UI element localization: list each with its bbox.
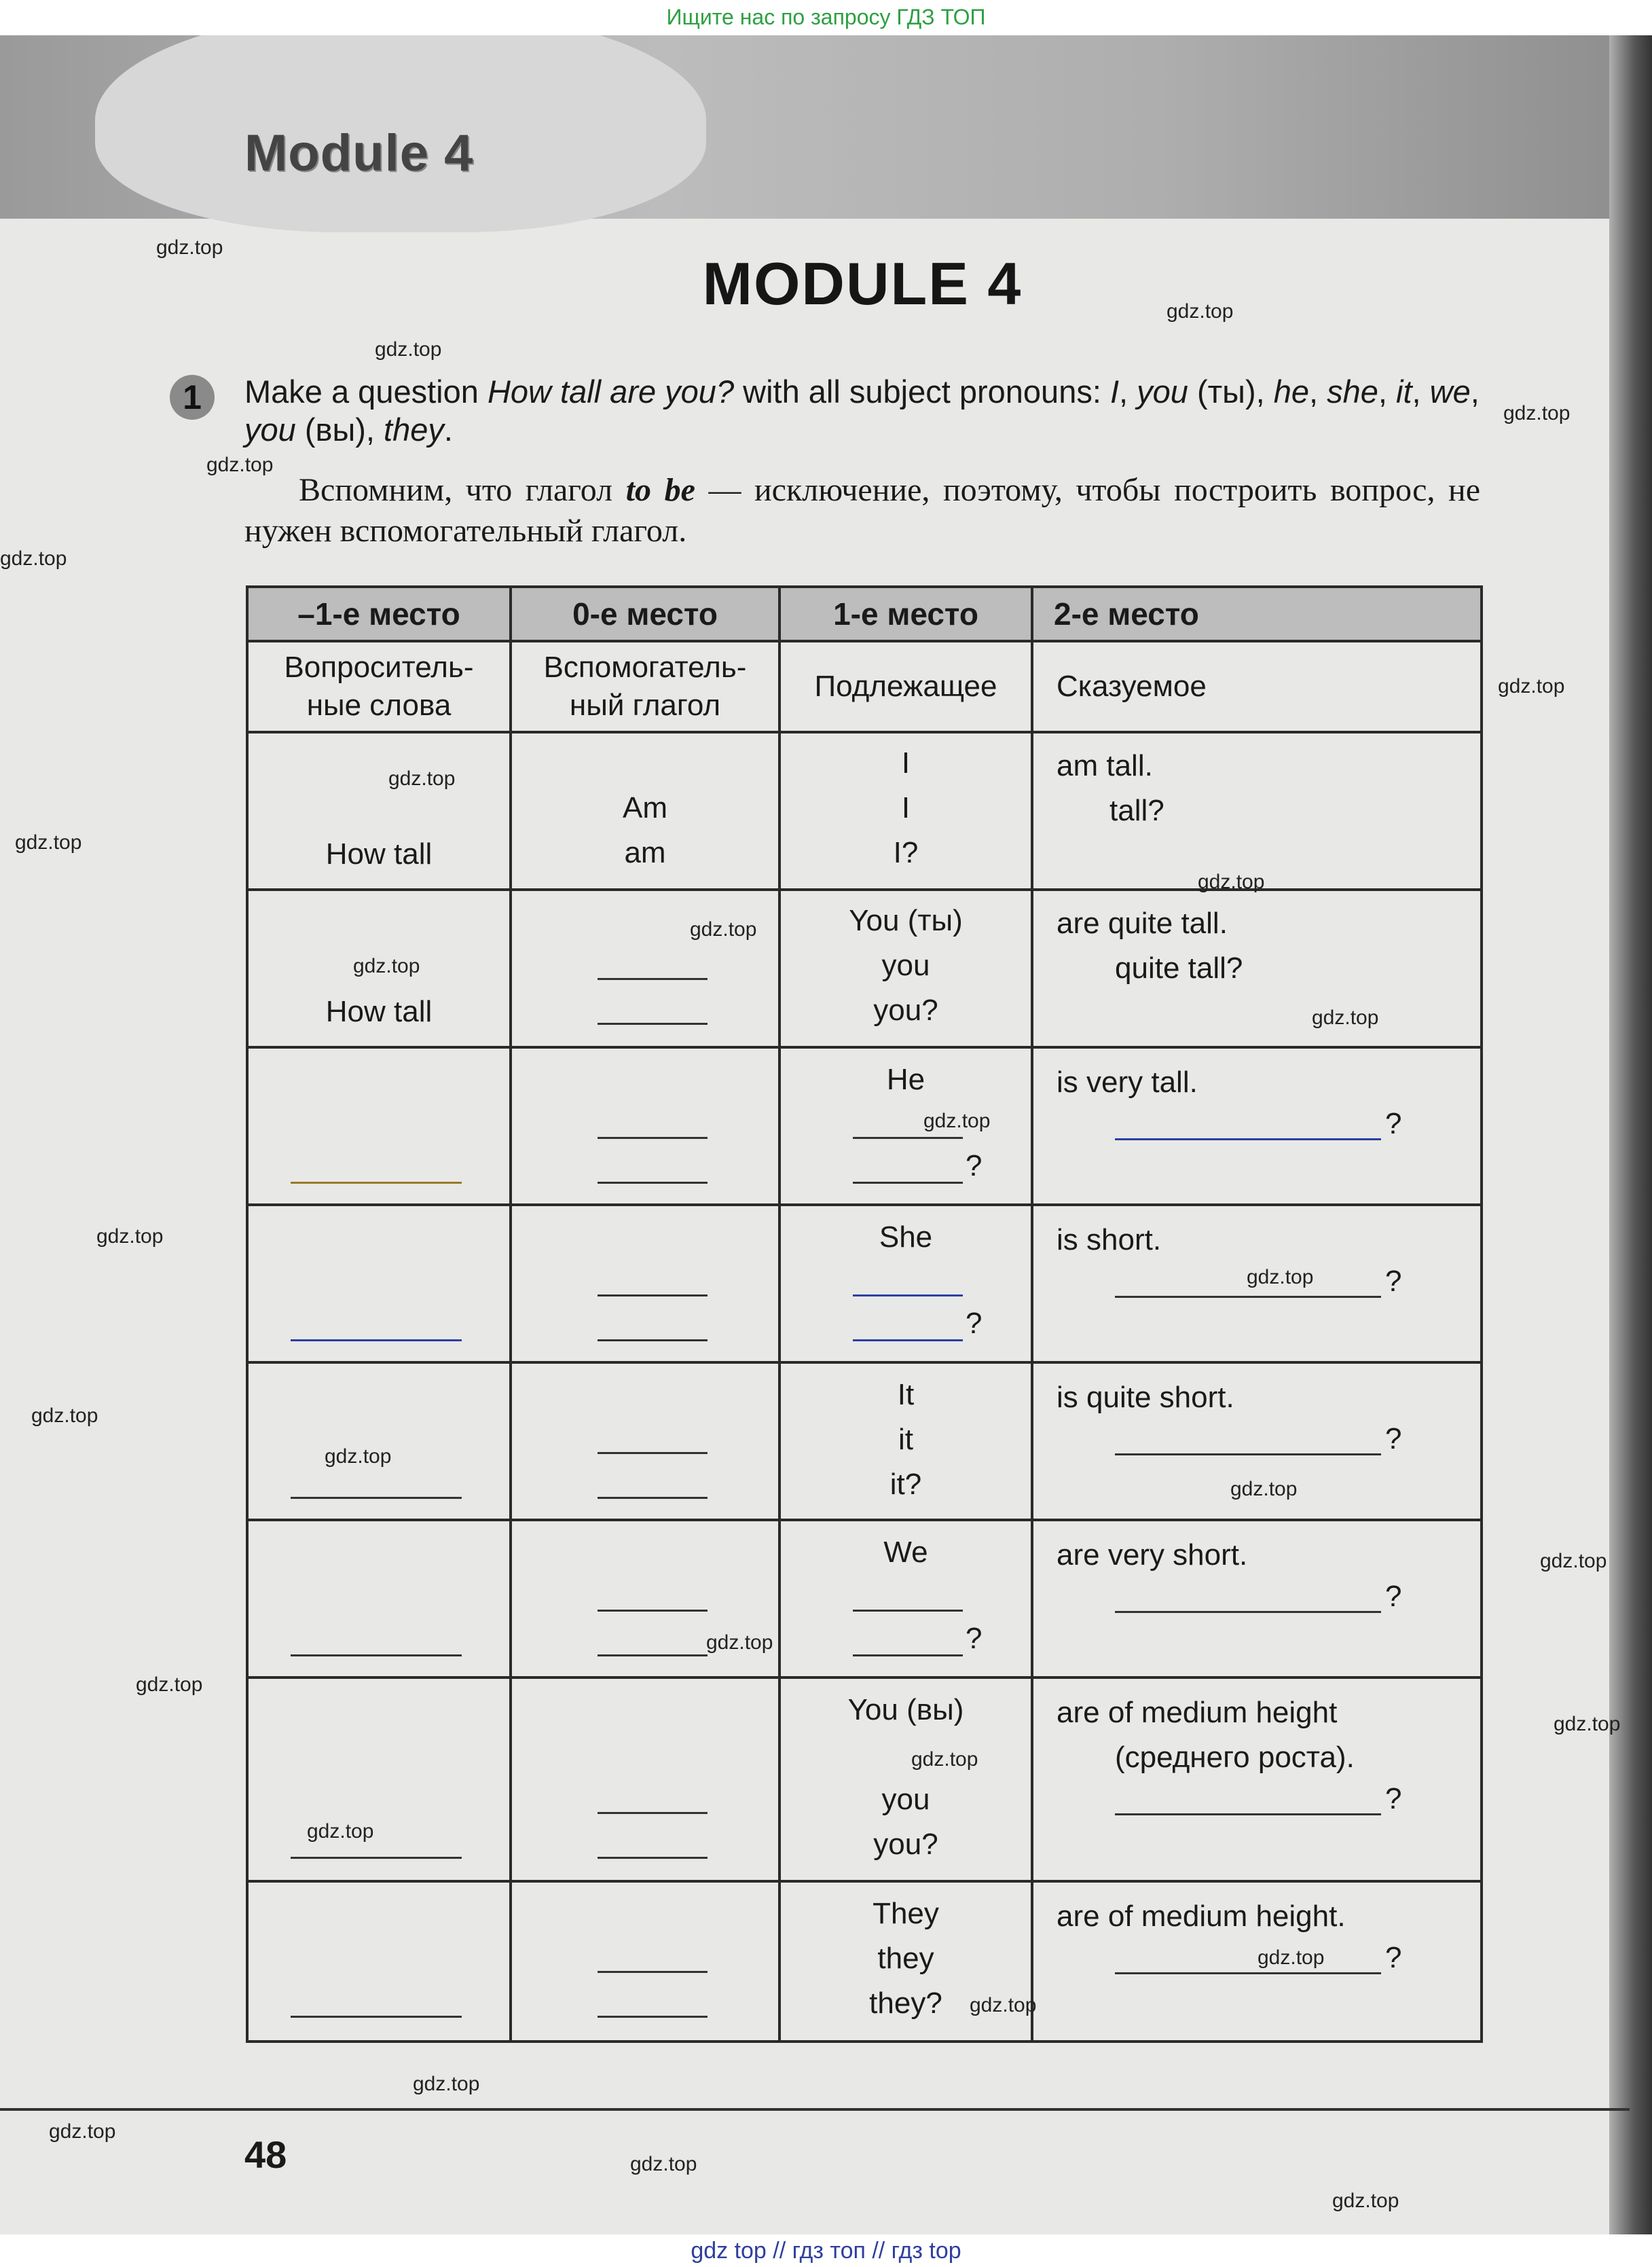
answer-blank[interactable] [598, 1497, 708, 1499]
watermark: gdz.top [1312, 1006, 1379, 1029]
exercise-task: Make a question How tall are you? with all subject pronouns: I, you (ты), he, she, it, we, you (вы), they. [244, 374, 1480, 448]
subject: you? [873, 1828, 938, 1861]
watermark: gdz.top [388, 767, 456, 790]
page-number: 48 [244, 2133, 287, 2176]
subject: they [877, 1942, 934, 1975]
watermark: gdz.top [1498, 675, 1565, 697]
watermark: gdz.top [325, 1445, 392, 1468]
answer-blank[interactable] [598, 978, 708, 980]
watermark: gdz.top [923, 1110, 991, 1132]
predicate: are of medium height [1057, 1696, 1338, 1729]
predicate: are quite tall. [1057, 907, 1228, 940]
answer-blank[interactable] [598, 1452, 708, 1454]
question-mark: ? [1385, 1107, 1402, 1140]
answer-blank[interactable] [291, 1654, 462, 1656]
page-binding-shadow [1609, 35, 1652, 2234]
answer-blank[interactable] [598, 1812, 708, 1814]
answer-blank[interactable] [598, 1654, 708, 1656]
answer-blank[interactable] [853, 1182, 963, 1184]
subject: You (вы) [847, 1693, 964, 1726]
subject: She [879, 1220, 933, 1254]
watermark: gdz.top [353, 955, 420, 977]
watermark: gdz.top [1540, 1550, 1607, 1572]
subject: you [881, 949, 930, 982]
table-header-row [247, 587, 1482, 641]
predicate: am tall. [1057, 749, 1153, 782]
watermark: gdz.top [1198, 871, 1265, 893]
watermark: gdz.top [96, 1225, 164, 1248]
watermark: gdz.top [375, 338, 442, 361]
subject: it? [889, 1468, 922, 1501]
watermark: gdz.top [307, 1820, 374, 1843]
question-mark: ? [1385, 1265, 1402, 1298]
question-mark: ? [1385, 1941, 1402, 1974]
predicate: is very tall. [1057, 1066, 1198, 1099]
watermark: gdz.top [15, 831, 82, 854]
exercise-number: 1 [170, 375, 215, 420]
workbook-page [0, 35, 1652, 2234]
page-title: MODULE 4 [702, 250, 1023, 317]
question-mark: ? [966, 1149, 983, 1182]
predicate: are of medium height. [1057, 1900, 1346, 1933]
answer-blank[interactable] [1115, 1972, 1381, 1974]
predicate: is short. [1057, 1223, 1162, 1256]
subject: It [897, 1378, 915, 1411]
predicate: are very short. [1057, 1538, 1248, 1572]
watermark: gdz.top [1332, 2190, 1399, 2212]
subject: you [881, 1783, 930, 1816]
auxiliary-verb: am [624, 836, 666, 869]
answer-blank[interactable] [598, 1137, 708, 1139]
answer-blank[interactable] [291, 2016, 462, 2018]
footer-links: gdz top // гдз топ // гдз top [0, 2234, 1652, 2267]
question-mark: ? [966, 1307, 983, 1340]
subject: You (ты) [849, 904, 963, 937]
table-row [247, 890, 1482, 1047]
table-row [247, 1677, 1482, 1881]
auxiliary-verb: Am [623, 791, 667, 824]
answer-blank[interactable] [1115, 1813, 1381, 1815]
answer-blank[interactable] [291, 1497, 462, 1499]
subject: you? [873, 994, 938, 1027]
answer-blank[interactable] [598, 1339, 708, 1341]
watermark: gdz.top [630, 2153, 697, 2175]
header-cell: 1-е место [779, 587, 1032, 641]
watermark: gdz.top [206, 454, 274, 476]
watermark: gdz.top [413, 2073, 480, 2095]
exercise-note: Вспомним, что глагол to be — исключение, поэтому, чтобы построить вопрос, не нужен вспомогательный глагол. [244, 472, 1481, 549]
header-cell: 2-е место [1032, 587, 1482, 641]
answer-blank[interactable] [291, 1339, 462, 1341]
question-word: How tall [325, 837, 433, 871]
watermark: gdz.top [1554, 1713, 1621, 1735]
table-row [247, 1047, 1482, 1205]
table-row [247, 1520, 1482, 1677]
watermark: gdz.top [1230, 1478, 1298, 1500]
subject: I [901, 746, 911, 780]
answer-blank[interactable] [598, 2016, 708, 2018]
header-band [0, 35, 1652, 219]
header-cell: –1-е место [247, 587, 511, 641]
question-mark: ? [1385, 1422, 1402, 1455]
answer-blank[interactable] [853, 1610, 963, 1612]
answer-blank[interactable] [598, 1294, 708, 1296]
answer-blank[interactable] [1115, 1138, 1381, 1140]
subject: I [901, 791, 911, 824]
subheader-cell: Сказуемое [1032, 641, 1482, 732]
question-mark: ? [966, 1622, 983, 1655]
subject: it [898, 1423, 913, 1456]
answer-blank[interactable] [853, 1137, 963, 1139]
header-cell: 0-е место [511, 587, 779, 641]
question-word: How tall [325, 995, 433, 1028]
subheader-cell: Вспомогатель- ный глагол [511, 641, 779, 732]
subject: I? [893, 836, 919, 869]
answer-blank[interactable] [598, 1610, 708, 1612]
answer-blank[interactable] [853, 1294, 963, 1296]
predicate-translation: (среднего роста). [1115, 1741, 1355, 1774]
watermark: gdz.top [706, 1631, 773, 1654]
answer-blank[interactable] [1115, 1453, 1381, 1455]
watermark: gdz.top [1247, 1266, 1314, 1288]
table-row [247, 732, 1482, 890]
predicate: tall? [1109, 794, 1164, 827]
watermark: gdz.top [156, 236, 223, 259]
watermark: gdz.top [970, 1994, 1037, 2016]
watermark: gdz.top [31, 1404, 98, 1427]
answer-blank[interactable] [598, 1182, 708, 1184]
answer-blank[interactable] [598, 1857, 708, 1859]
table-subheader-row [247, 641, 1482, 732]
watermark: gdz.top [911, 1748, 978, 1771]
answer-blank[interactable] [291, 1857, 462, 1859]
watermark: gdz.top [690, 918, 757, 941]
question-mark: ? [1385, 1580, 1402, 1613]
watermark: gdz.top [1258, 1946, 1325, 1969]
predicate: quite tall? [1115, 951, 1243, 985]
answer-blank[interactable] [1115, 1296, 1381, 1298]
answer-blank[interactable] [1115, 1611, 1381, 1613]
subheader-cell: Подлежащее [779, 641, 1032, 732]
subject: We [883, 1536, 928, 1569]
watermark: gdz.top [49, 2120, 116, 2143]
answer-blank[interactable] [598, 1971, 708, 1973]
answer-blank[interactable] [598, 1023, 708, 1025]
watermark: gdz.top [0, 547, 67, 570]
subheader-cell: Вопроситель- ные слова [247, 641, 511, 732]
subject: they? [869, 1987, 942, 2020]
word-order-table [246, 585, 1483, 2043]
subject: They [873, 1897, 939, 1930]
question-mark: ? [1385, 1782, 1402, 1815]
answer-blank[interactable] [291, 1182, 462, 1184]
watermark: gdz.top [1503, 402, 1571, 424]
predicate: is quite short. [1057, 1381, 1234, 1414]
watermark: gdz.top [1167, 300, 1234, 323]
answer-blank[interactable] [853, 1339, 963, 1341]
subject: He [886, 1063, 925, 1096]
bottom-rule [0, 2108, 1630, 2111]
top-search-note: Ищите нас по запросу ГДЗ ТОП [666, 5, 986, 29]
answer-blank[interactable] [853, 1654, 963, 1656]
watermark: gdz.top [136, 1673, 203, 1696]
header-module-title: Module 4 [244, 124, 474, 182]
